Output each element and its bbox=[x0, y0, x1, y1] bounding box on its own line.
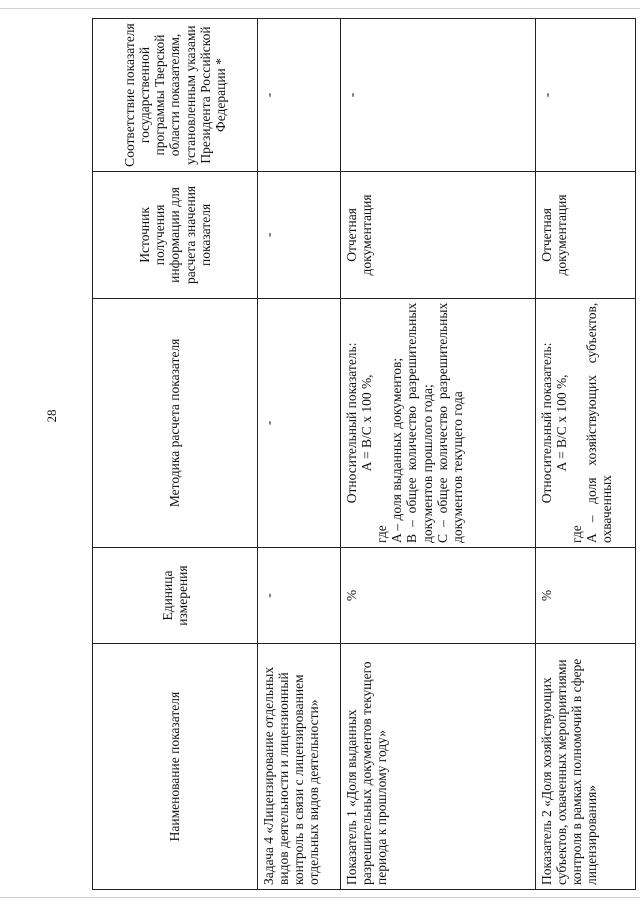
indicators-table bbox=[92, 18, 636, 890]
header-method: Методика расчета показателя bbox=[93, 298, 258, 547]
cell-compliance: - bbox=[258, 19, 341, 172]
header-unit: Единица измерения bbox=[93, 547, 258, 643]
header-compliance: Соответствие показателя государственной программы Тверской области показателям, установленным указами Президента Российской Федерации * bbox=[93, 19, 258, 172]
cell-compliance: - bbox=[341, 19, 536, 172]
cell-indicator-name: Показатель 1 «Доля выданных разрешительных документов текущего периода к прошлому году» bbox=[341, 644, 536, 890]
method-line: A – доля выданных документов; bbox=[389, 357, 405, 543]
cell-indicator-name: Задача 4 «Лицензирование отдельных видов деятельности и лицензионный контроль в связи с лицензированием отдельных видов деятельности» bbox=[258, 644, 341, 890]
method-formula: A = B/C x 100 %, bbox=[359, 374, 375, 472]
cell-method bbox=[536, 298, 636, 547]
scan-edge-bottom bbox=[0, 897, 640, 898]
cell-method: - bbox=[258, 298, 341, 547]
method-line: где bbox=[569, 525, 585, 543]
cell-indicator-name: Показатель 2 «Доля хозяйствующих субъектов, охваченных мероприятиями контроля в рамках полномочий в сфере лицензирования» bbox=[536, 644, 636, 890]
scan-edge-top bbox=[0, 8, 640, 9]
table-row-indicator-2 bbox=[536, 19, 636, 890]
cell-unit: % bbox=[341, 547, 536, 643]
cell-compliance: - bbox=[536, 19, 636, 172]
method-line: где bbox=[374, 525, 390, 543]
table-header-row bbox=[93, 19, 258, 890]
method-title: Относительный показатель: bbox=[344, 342, 359, 504]
table-row-indicator-1 bbox=[341, 19, 536, 890]
header-indicator-name: Наименование показателя bbox=[93, 644, 258, 890]
table-row-task-4 bbox=[258, 19, 341, 890]
method-line: A – доля хозяйствующих субъектов, охваченных bbox=[584, 302, 615, 543]
cell-method bbox=[341, 298, 536, 547]
method-formula: A = B/C x 100 %, bbox=[554, 374, 570, 472]
header-source: Источник получения информации для расчета значения показателя bbox=[93, 172, 258, 299]
cell-source: Отчетная документация bbox=[536, 172, 636, 299]
cell-source: Отчетная документация bbox=[341, 172, 536, 299]
method-title: Относительный показатель: bbox=[539, 342, 554, 504]
method-line: C – общее количество разрешительных документов текущего года bbox=[434, 302, 465, 543]
cell-source: - bbox=[258, 172, 341, 299]
page-number: 28 bbox=[44, 409, 59, 423]
cell-unit: - bbox=[258, 547, 341, 643]
cell-unit: % bbox=[536, 547, 636, 643]
method-line: B – общее количество разрешительных документов прошлого года; bbox=[404, 302, 435, 543]
